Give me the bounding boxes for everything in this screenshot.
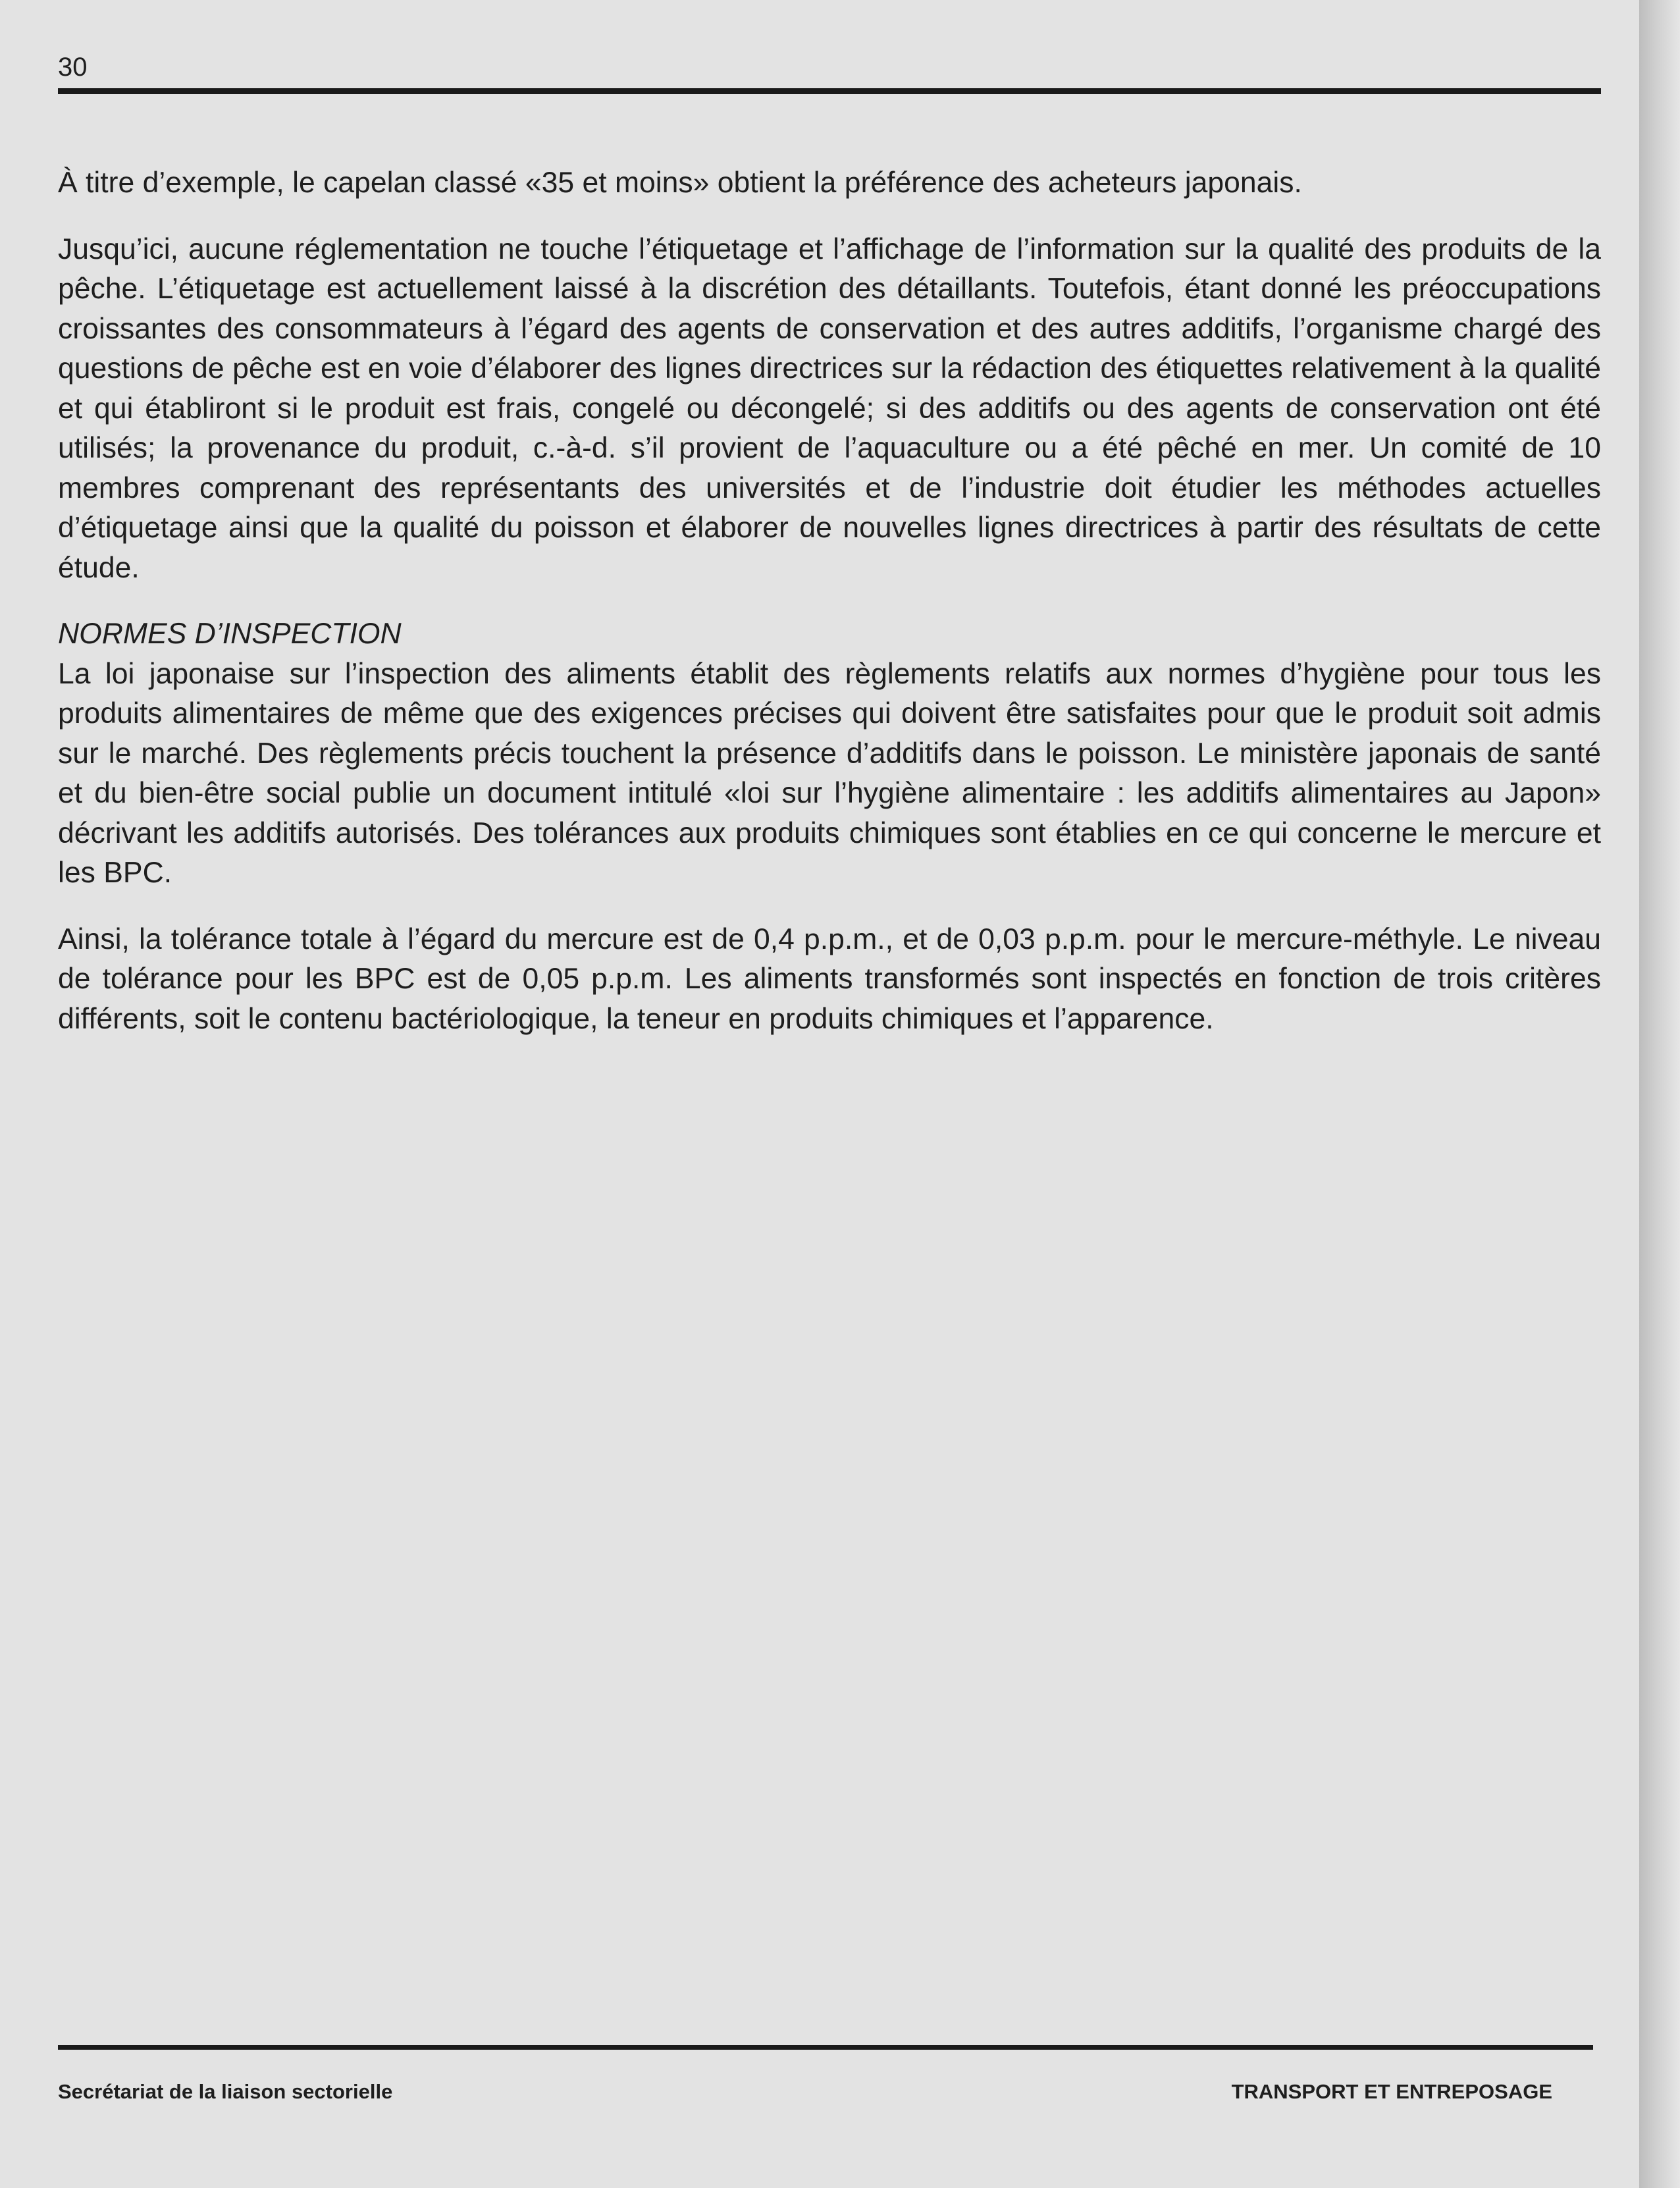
header-rule (58, 88, 1601, 94)
footer-rule (58, 2045, 1593, 2050)
paragraph-inspection-law: La loi japonaise sur l’inspection des aliments établit des règlements relatifs aux normes d’hygiène pour tous les produits alimentaires de même que des exigences précises qui doivent être satisfaites pour que le produit soit admis sur le marché. Des règlements précis touchent la présence d’additifs dans le poisson. Le ministère japonais de santé et du bien-être social publie un document intitulé «loi sur l’hygiène alimentaire : les additifs alimentaires au Japon» décrivant les additifs autorisés. Des tolérances aux produits chimiques sont établies en ce qui concerne le mercure et les BPC. (58, 657, 1601, 889)
footer-organization: Secrétariat de la liaison sectorielle (58, 2080, 393, 2103)
paragraph-capelan-example: À titre d’exemple, le capelan classé «35 et moins» obtient la préférence des acheteurs japonais. (58, 167, 1302, 199)
body-text (58, 163, 1601, 1039)
paragraph-labelling: Jusqu’ici, aucune réglementation ne touche l’étiquetage et l’affichage de l’information sur la qualité des produits de la pêche. L’étiquetage est actuellement laissé à la discrétion des détaillants. Toutefois, étant donné les préoccupations croissantes des consommateurs à l’égard des agents de conservation et des autres additifs, l’organisme chargé des questions de pêche est en voie d’élaborer des lignes directrices sur la rédaction des étiquettes relativement à la qualité et qui établiront si le produit est frais, congelé ou décongelé; si des additifs ou des agents de conservation ont été utilisés; la provenance du produit, c.-à-d. s’il provient de l’aquaculture ou a été pêché en mer. Un comité de 10 membres comprenant des représentants des universités et de l’industrie doit étudier les méthodes actuelles d’étiquetage ainsi que la qualité du poisson et élaborer de nouvelles lignes directrices à partir des résultats de cette étude. (58, 232, 1601, 584)
paragraph-tolerances: Ainsi, la tolérance totale à l’égard du mercure est de 0,4 p.p.m., et de 0,03 p.p.m. pour le mercure-méthyle. Le niveau de tolérance pour les BPC est de 0,05 p.p.m. Les aliments transformés sont inspectés en fonction de trois critères différents, soit le contenu bactériologique, la teneur en produits chimiques et l’apparence. (58, 922, 1601, 1035)
footer-section-title: TRANSPORT ET ENTREPOSAGE (1231, 2080, 1552, 2103)
section-heading-inspection: NORMES D’INSPECTION (58, 618, 402, 650)
page-number: 30 (58, 53, 88, 82)
page-edge-shadow (1639, 0, 1680, 2188)
